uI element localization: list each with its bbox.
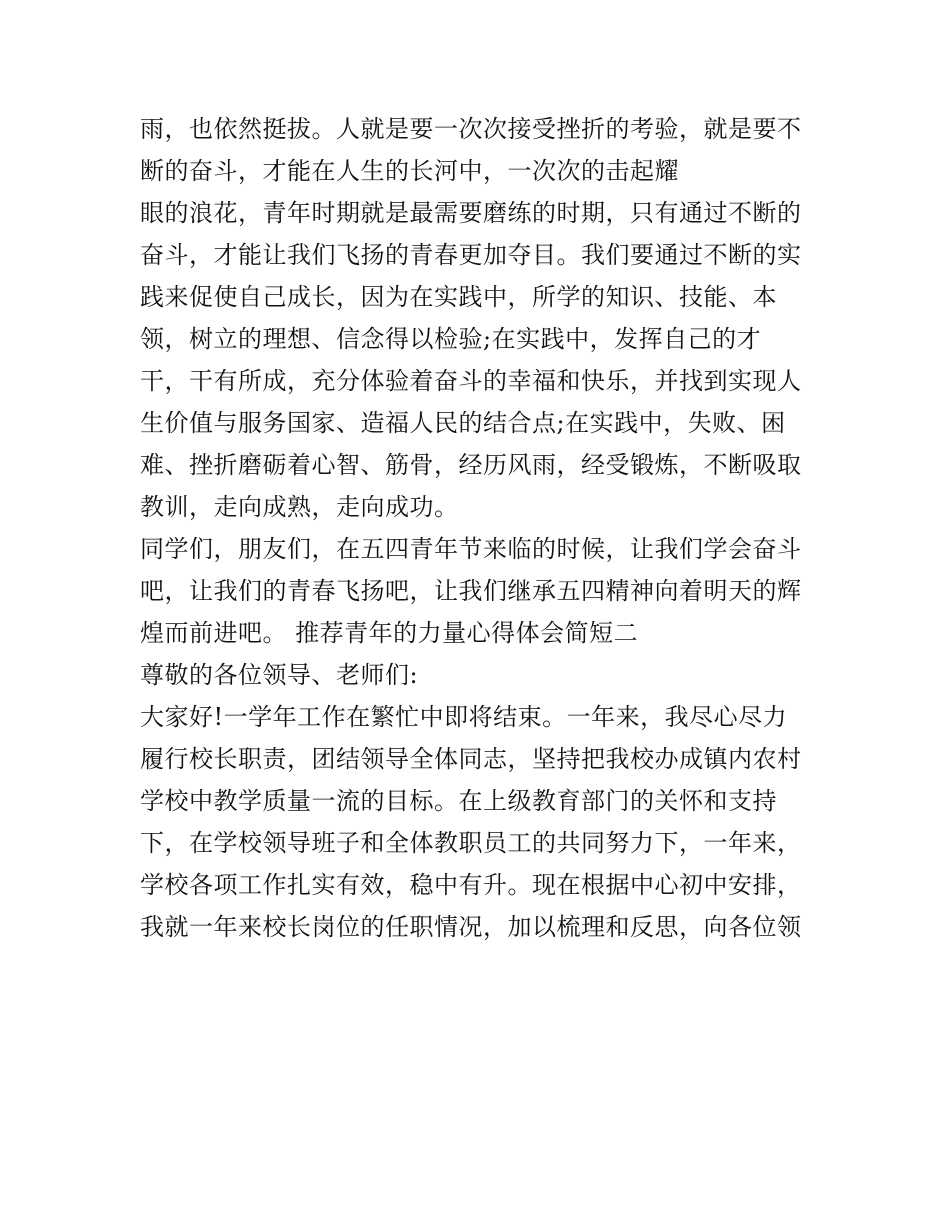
text-line: 履行校长职责，团结领导全体同志，坚持把我校办成镇内农村 <box>140 745 802 773</box>
text-line: 断的奋斗，才能在人生的长河中，一次次的击起耀 <box>140 157 679 185</box>
text-line: 学校中教学质量一流的目标。在上级教育部门的关怀和支持 <box>140 787 777 815</box>
text-line: 尊敬的各位领导、老师们: <box>140 661 419 689</box>
text-line: 生价值与服务国家、造福人民的结合点;在实践中，失败、困 <box>140 409 786 437</box>
text-line: 大家好!一学年工作在繁忙中即将结束。一年来，我尽心尽力 <box>140 703 788 731</box>
text-line: 难、挫折磨砺着心智、筋骨，经历风雨，经受锻炼，不断吸取 <box>140 451 802 479</box>
text-line: 教训，走向成熟，走向成功。 <box>140 493 459 521</box>
text-line: 雨，也依然挺拔。人就是要一次次接受挫折的考验，就是要不 <box>140 115 802 143</box>
text-line: 奋斗，才能让我们飞扬的青春更加夺目。我们要通过不断的实 <box>140 241 802 269</box>
text-line: 领，树立的理想、信念得以检验;在实践中，发挥自己的才 <box>140 325 762 353</box>
text-line: 眼的浪花，青年时期就是最需要磨练的时期，只有通过不断的 <box>140 199 802 227</box>
text-line: 下，在学校领导班子和全体教职员工的共同努力下，一年来， <box>140 829 802 857</box>
text-line: 学校各项工作扎实有效，稳中有升。现在根据中心初中安排， <box>140 871 802 899</box>
text-line: 我就一年来校长岗位的任职情况，加以梳理和反思，向各位领 <box>140 913 802 941</box>
text-line: 践来促使自己成长，因为在实践中，所学的知识、技能、本 <box>140 283 777 311</box>
text-line: 干，干有所成，充分体验着奋斗的幸福和快乐，并找到实现人 <box>140 367 802 395</box>
text-line: 煌而前进吧。 推荐青年的力量心得体会简短二 <box>140 619 639 647</box>
body-text <box>140 108 830 948</box>
text-line: 同学们，朋友们，在五四青年节来临的时候，让我们学会奋斗 <box>140 535 802 563</box>
text-line: 吧，让我们的青春飞扬吧，让我们继承五四精神向着明天的辉 <box>140 577 802 605</box>
